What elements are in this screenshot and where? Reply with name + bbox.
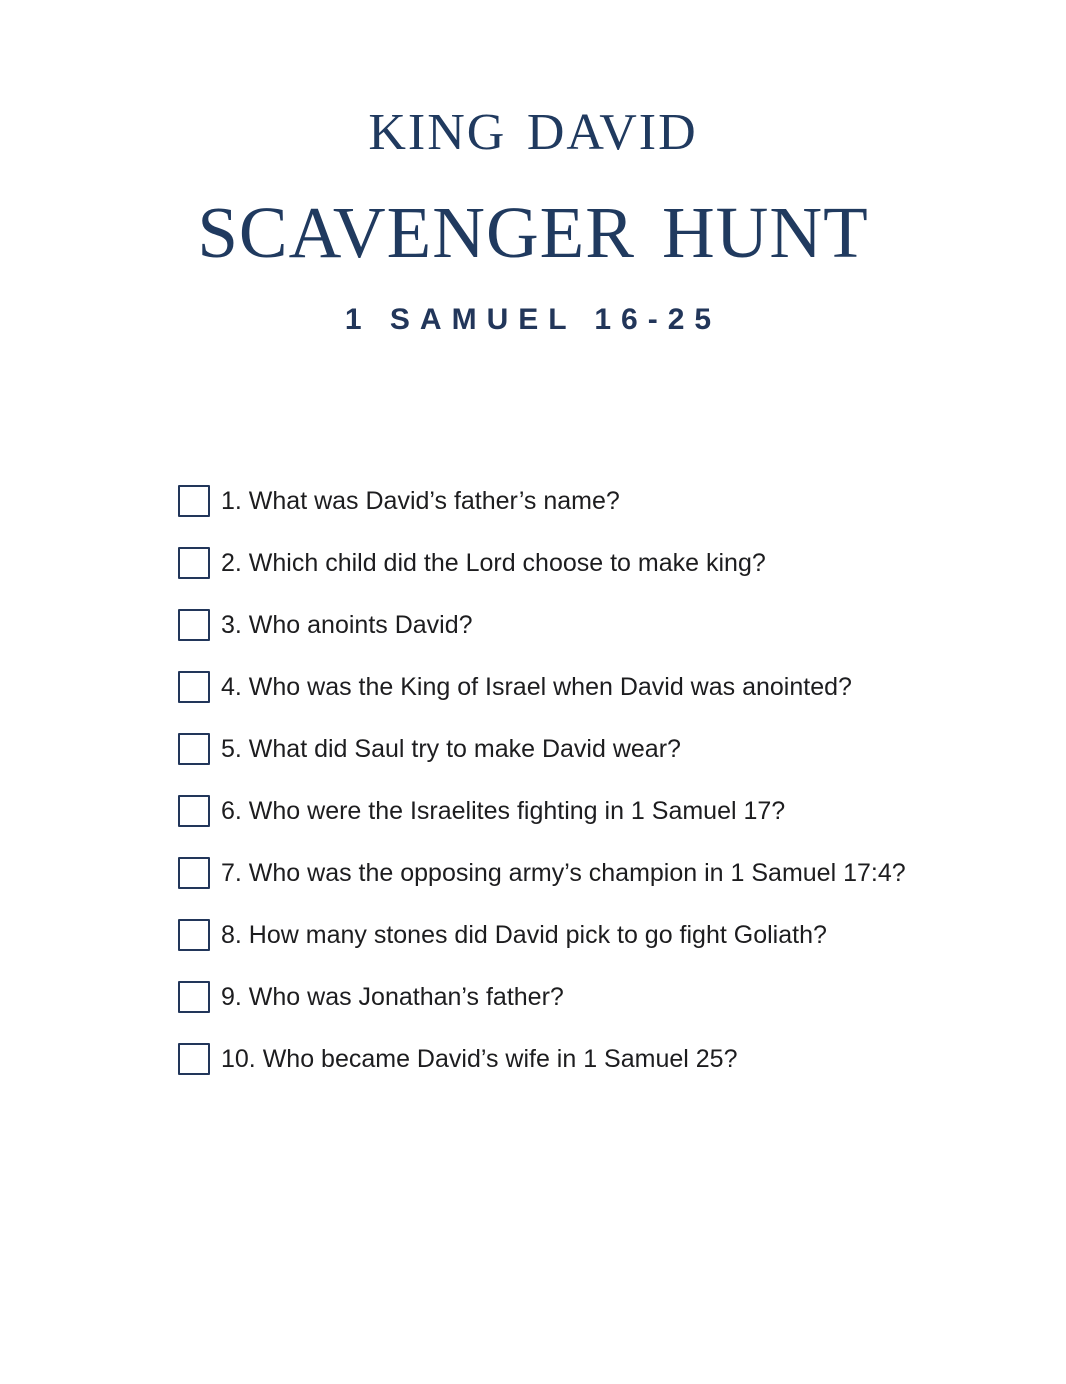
checkbox-icon[interactable]: [178, 671, 210, 703]
checkbox-icon[interactable]: [178, 733, 210, 765]
list-item[interactable]: [178, 656, 976, 718]
checkbox-icon[interactable]: [178, 857, 210, 889]
question-text: 5. What did Saul try to make David wear?: [221, 734, 681, 763]
list-item[interactable]: [178, 718, 976, 780]
list-item[interactable]: [178, 780, 976, 842]
page-subtitle: 1 SAMUEL 16-25: [344, 303, 722, 337]
checkbox-icon[interactable]: [178, 1043, 210, 1075]
question-text: 9. Who was Jonathan’s father?: [221, 982, 564, 1011]
list-item[interactable]: [178, 842, 976, 904]
question-text: 6. Who were the Israelites fighting in 1 Samuel 17?: [221, 796, 786, 825]
question-list: [178, 470, 976, 1090]
list-item[interactable]: [178, 966, 976, 1028]
checkbox-icon[interactable]: [178, 981, 210, 1013]
question-text: 3. Who anoints David?: [221, 610, 473, 639]
list-item[interactable]: [178, 470, 976, 532]
question-text: 2. Which child did the Lord choose to make king?: [221, 548, 766, 577]
checkbox-icon[interactable]: [178, 919, 210, 951]
checkbox-icon[interactable]: [178, 485, 210, 517]
checkbox-icon[interactable]: [178, 547, 210, 579]
list-item[interactable]: [178, 1028, 976, 1090]
checkbox-icon[interactable]: [178, 795, 210, 827]
question-text: 7. Who was the opposing army’s champion in 1 Samuel 17:4?: [221, 858, 906, 887]
checkbox-icon[interactable]: [178, 609, 210, 641]
list-item[interactable]: [178, 904, 976, 966]
page-title-line-1: king david: [368, 84, 698, 166]
question-text: 10. Who became David’s wife in 1 Samuel 25?: [221, 1044, 738, 1073]
list-item[interactable]: [178, 594, 976, 656]
question-text: 4. Who was the King of Israel when David was anointed?: [221, 672, 852, 701]
question-text: 1. What was David’s father’s name?: [221, 486, 620, 515]
page-title-line-2: scavenger hunt: [197, 165, 869, 280]
list-item[interactable]: [178, 532, 976, 594]
question-text: 8. How many stones did David pick to go fight Goliath?: [221, 920, 827, 949]
title-block: [0, 0, 1066, 337]
